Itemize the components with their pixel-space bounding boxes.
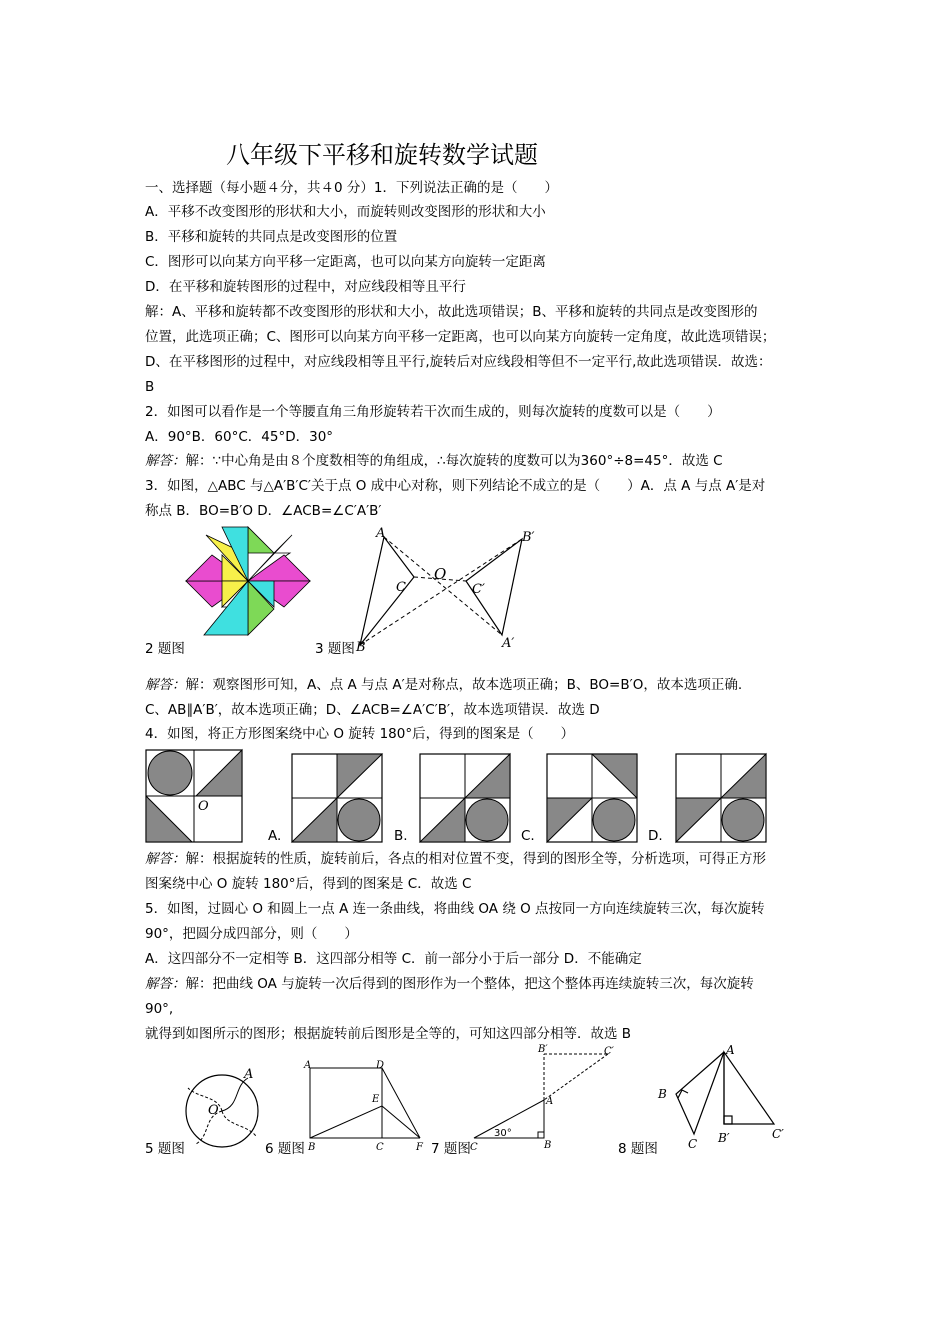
- fig8-label-c: C: [688, 1137, 698, 1151]
- option-c-pattern[interactable]: [547, 754, 637, 842]
- figure-2-caption: 2 题图: [145, 641, 185, 657]
- fig6-label-c: C: [376, 1142, 384, 1153]
- q5-options: A．这四部分不一定相等 B．这四部分相等 C．前一部分小于后一部分 D．不能确定: [145, 951, 642, 967]
- q2-options: A．90°B．60°C．45°D．30°: [145, 429, 334, 445]
- fig7-label-a: A: [546, 1096, 554, 1107]
- option-d-pattern[interactable]: [676, 754, 766, 842]
- figure-7-triangle-rotation: [470, 1042, 620, 1152]
- figure-3-central-symmetry: [330, 525, 550, 653]
- q1-option-c: C．图形可以向某方向平移一定距离，也可以向某方向旋转一定距离: [145, 254, 546, 270]
- fig6-label-f: F: [416, 1142, 423, 1153]
- fig3-label-c: C: [396, 580, 406, 595]
- fig5-label-a: A: [244, 1067, 254, 1082]
- q5-question-line1: 5．如图，过圆心 O 和圆上一点 A 连一条曲线，将曲线 OA 绕 O 点按同一方向连续旋转三次，每次旋转: [145, 901, 765, 917]
- option-b-pattern[interactable]: [420, 754, 510, 842]
- figure-6-caption: 6 题图: [265, 1141, 305, 1157]
- section-heading-q1: 一、选择题（每小题４分，共４0 分）1．下列说法正确的是（ ）: [145, 180, 558, 196]
- fig3-label-c-prime: C′: [472, 582, 485, 597]
- fig6-label-a: A: [304, 1060, 312, 1071]
- fig6-label-b: B: [308, 1142, 316, 1153]
- fig8-label-c-prime: C′: [772, 1127, 784, 1141]
- q4-question: 4．如图，将正方形图案绕中心 O 旋转 180°后，得到的图案是（ ）: [145, 726, 575, 742]
- fig6-label-d: D: [376, 1060, 385, 1071]
- q1-option-d: D．在平移和旋转图形的过程中，对应线段相等且平行: [145, 279, 466, 295]
- figure-4-original-pattern: [146, 750, 242, 842]
- fig3-label-b-prime: B′: [522, 530, 535, 545]
- q3-solution-line1: 解答：解：观察图形可知，A、点 A 与点 A′是对称点，故本选项正确；B、BO=B′O，故本选项正确.: [145, 677, 743, 693]
- q2-solution: 解答：解：∵中心角是由８个度数相等的角组成，∴每次旋转的度数可以为360°÷8=45°．故选 C: [145, 453, 723, 469]
- fig4-label-o: O: [198, 799, 209, 814]
- option-a-label: A.: [268, 828, 282, 844]
- fig7-label-c: C: [470, 1142, 478, 1153]
- q1-solution-line3: D、在平移图形的过程中，对应线段相等且平行,旋转后对应线段相等但不一定平行,故此选项错误．故选：: [145, 354, 772, 370]
- option-a-pattern[interactable]: [292, 754, 382, 842]
- page-title: 八年级下平移和旋转数学试题: [226, 141, 538, 169]
- q1-solution-line4: B: [145, 379, 155, 395]
- q1-option-b: B．平移和旋转的共同点是改变图形的位置: [145, 229, 398, 245]
- q4-solution-line2: 图案绕中心 O 旋转 180°后，得到的图案是 C．故选 C: [145, 876, 472, 892]
- figure-5-circle: [184, 1066, 262, 1152]
- q1-option-a: A．平移不改变图形的形状和大小，而旋转则改变图形的形状和大小: [145, 204, 546, 220]
- q5-question-line2: 90°，把圆分成四部分，则（ ）: [145, 926, 358, 942]
- figure-2-pinwheel: [186, 527, 310, 635]
- figure-6-square: [304, 1062, 434, 1152]
- fig6-label-e: E: [372, 1094, 380, 1105]
- option-c-label: C.: [521, 828, 535, 844]
- q5-solution-line2: 90°,: [145, 1001, 174, 1017]
- fig7-label-b-prime: B′: [538, 1044, 548, 1055]
- q2-question: 2．如图可以看作是一个等腰直角三角形旋转若干次而生成的，则每次旋转的度数可以是（ ）: [145, 404, 721, 420]
- figure-3-caption: 3 题图: [315, 641, 355, 657]
- fig8-label-b-prime: B′: [718, 1131, 730, 1145]
- q1-solution-line2: 位置，此选项正确；C、图形可以向某方向平移一定距离，也可以向某方向旋转一定角度，故此选项错误；: [145, 329, 776, 345]
- q5-solution-line3: 就得到如图所示的图形；根据旋转前后图形是全等的，可知这四部分相等．故选 B: [145, 1026, 632, 1042]
- figure-8-triangles: [654, 1042, 794, 1152]
- q1-solution-line1: 解：A、平移和旋转都不改变图形的形状和大小，故此选项错误；B、平移和旋转的共同点是改变图形的: [145, 304, 758, 320]
- fig8-label-a: A: [726, 1043, 735, 1057]
- fig8-label-b: B: [658, 1087, 667, 1101]
- answer-label: 解答：: [145, 453, 186, 469]
- figure-5-caption: 5 题图: [145, 1141, 185, 1157]
- q3-question-line2: 称点 B．BO=B′O D．∠ACB=∠C′A′B′: [145, 503, 382, 519]
- fig3-label-b: B: [356, 640, 366, 655]
- q3-solution-line2: C、AB∥A′B′，故本选项正确；D、∠ACB=∠A′C′B′，故本选项错误．故选 D: [145, 702, 600, 718]
- figure-7-caption: 7 题图: [431, 1141, 471, 1157]
- q3-question-line1: 3．如图，△ABC 与△A′B′C′关于点 O 成中心对称，则下列结论不成立的是（ ）A．点 A 与点 A′是对: [145, 478, 766, 494]
- fig7-label-b: B: [544, 1140, 552, 1151]
- figure-8-caption: 8 题图: [618, 1141, 658, 1157]
- fig7-label-c-prime: C′: [604, 1046, 614, 1057]
- fig3-label-o: O: [434, 565, 447, 583]
- fig3-label-a: A: [376, 526, 386, 541]
- fig7-angle-label: 30°: [494, 1128, 512, 1139]
- q5-solution-line1: 解答：解：把曲线 OA 与旋转一次后得到的图形作为一个整体，把这个整体再连续旋转三次，每次旋转: [145, 976, 754, 992]
- option-d-label: D.: [648, 828, 663, 844]
- fig3-label-a-prime: A′: [502, 636, 515, 651]
- option-b-label: B.: [394, 828, 408, 844]
- q4-solution-line1: 解答：解：根据旋转的性质，旋转前后，各点的相对位置不变，得到的图形全等，分析选项，可得正方形: [145, 851, 766, 867]
- fig5-label-o: O: [208, 1103, 219, 1118]
